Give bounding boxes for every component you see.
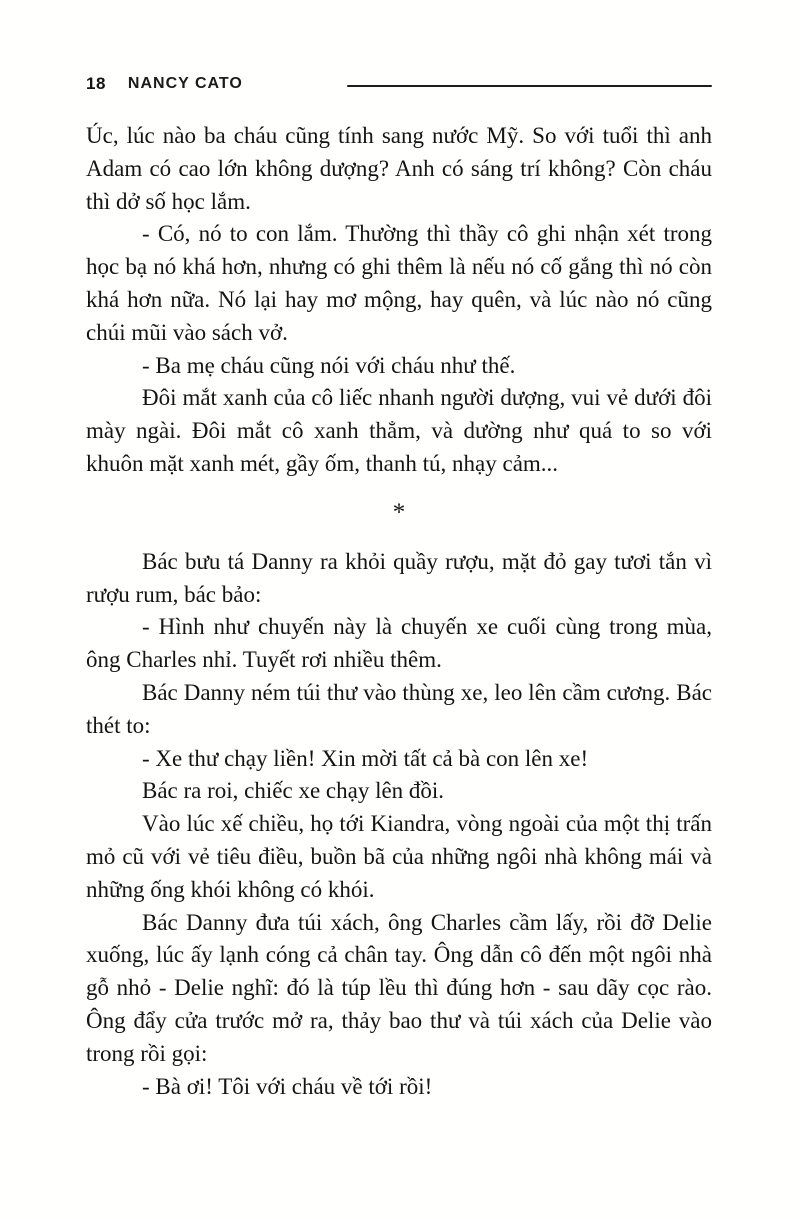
page-number: 18 <box>86 74 106 93</box>
paragraph: Đôi mắt xanh của cô liếc nhanh người dượng, vui vẻ dưới đôi mày ngài. Đôi mắt cô xanh thẳm, và dường như quá to so với khuôn mặt xanh mét, gầy ốm, thanh tú, nhạy cảm... <box>86 385 712 476</box>
paragraph: - Hình như chuyến này là chuyến xe cuối cùng trong mùa, ông Charles nhỉ. Tuyết rơi nhiều thêm. <box>86 614 712 673</box>
paragraph: - Xe thư chạy liền! Xin mời tất cả bà con lên xe! <box>142 745 589 771</box>
paragraph: Bác Danny ném túi thư vào thùng xe, leo lên cầm cương. Bác thét to: <box>86 679 712 738</box>
paragraph: Bác bưu tá Danny ra khỏi quầy rượu, mặt đỏ gay tươi tắn vì rượu rum, bác bảo: <box>86 548 712 607</box>
paragraph: - Có, nó to con lắm. Thường thì thầy cô ghi nhận xét trong học bạ nó khá hơn, nhưng có ghi thêm là nếu nó cố gắng thì nó còn khá hơn nữa. Nó lại hay mơ mộng, hay quên, và lúc nào nó cũng chúi mũi vào sách vở. <box>86 221 712 345</box>
paragraph: Bác Danny đưa túi xách, ông Charles cầm lấy, rồi đỡ Delie xuống, lúc ấy lạnh cóng cả chân tay. Ông dẫn cô đến một ngôi nhà gỗ nhỏ - Delie nghĩ: đó là túp lều thì đúng hơn - sau dãy cọc rào. Ông đẩy cửa trước mở ra, thảy bao thư và túi xách của Delie vào trong rồi gọi: <box>86 909 712 1066</box>
paragraph: - Bà ơi! Tôi với cháu về tới rồi! <box>142 1073 433 1099</box>
header-rule <box>347 85 712 87</box>
paragraph: - Ba mẹ cháu cũng nói với cháu như thế. <box>142 352 516 378</box>
paragraph: Bác ra roi, chiếc xe chạy lên đồi. <box>142 778 445 804</box>
running-title: NANCY CATO <box>127 75 243 92</box>
page-header <box>86 72 712 96</box>
page-body <box>86 120 712 1103</box>
paragraph: Vào lúc xế chiều, họ tới Kiandra, vòng ngoài của một thị trấn mỏ cũ với vẻ tiêu điều, buồn bã của những ngôi nhà không mái và những ống khói không có khói. <box>86 811 712 902</box>
section-break: * <box>392 498 406 526</box>
paragraph: Úc, lúc nào ba cháu cũng tính sang nước Mỹ. So với tuổi thì anh Adam có cao lớn không dượng? Anh có sáng trí không? Còn cháu thì dở số học lắm. <box>86 123 712 214</box>
